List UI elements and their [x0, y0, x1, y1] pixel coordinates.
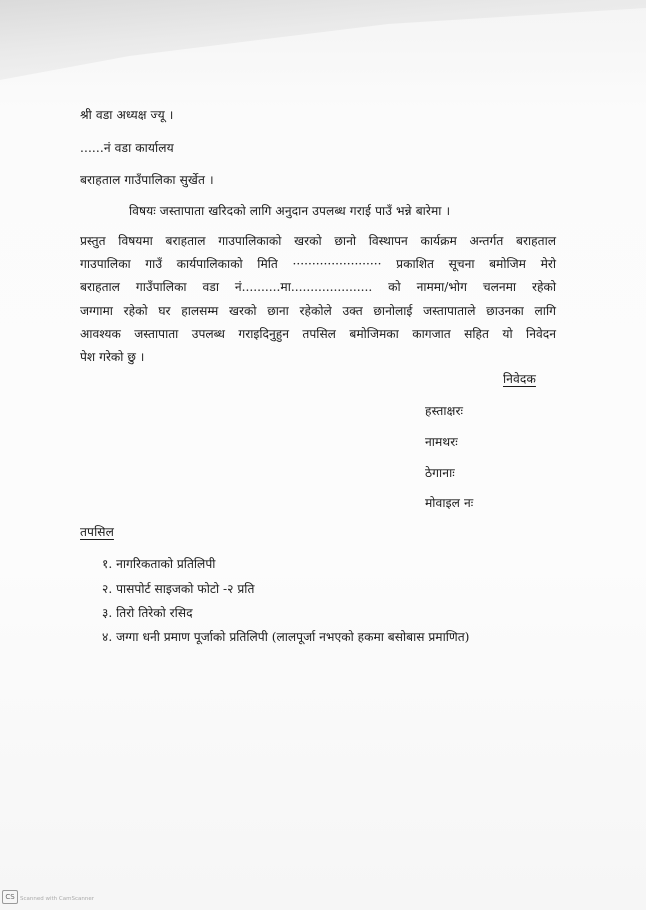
municipality-line: बराहताल गाउँपालिका सुर्खेत ।	[80, 173, 214, 187]
signature-label: हस्ताक्षरः	[425, 404, 464, 418]
body-line: गाउपालिका गाउँ कार्यपालिकाको मिति ······················· प्रकाशित सूचना बमोजिम मेरो	[80, 257, 556, 272]
scanner-watermark: Scanned with CamScanner	[20, 896, 94, 902]
subject-line: विषयः जस्तापाता खरिदको लागि अनुदान उपलब्ध गराई पाउँ भन्ने बारेमा ।	[129, 204, 451, 218]
body-line: पेश गरेको छु ।	[80, 350, 145, 365]
body-line: प्रस्तुत विषयमा बराहताल गाउपालिकाको खरको छानो विस्थापन कार्यक्रम अन्तर्गत बराहताल	[80, 234, 556, 248]
body-line: आवश्यक जस्तापाता उपलब्ध गराइदिनुहुन तपसिल बमोजिमका कागजात सहित यो निवेदन	[80, 326, 556, 341]
name-label: नामथरः	[425, 435, 458, 449]
body-line: बराहताल गाउँपालिका वडा नं..........मा..................... को नाममा/भोग चलनमा रहेको	[80, 280, 556, 295]
body-line: जग्गामा रहेको घर हालसम्म खरको छाना रहेकोले उक्त छानोलाई जस्तापाताले छाउनका लागि	[80, 303, 556, 318]
mobile-label: मोवाइल नः	[425, 496, 474, 510]
addressee: श्री वडा अध्यक्ष ज्यू ।	[80, 108, 174, 122]
paper-fold-shadow	[0, 0, 646, 80]
camscanner-logo: CS	[2, 890, 18, 904]
office-line: ......नं वडा कार्यालय	[80, 141, 174, 155]
address-label: ठेगानाः	[425, 466, 455, 480]
list-item: २. पासपोर्ट साइजको फोटो -२ प्रति	[102, 582, 255, 596]
applicant-heading: निवेदक	[503, 372, 536, 386]
attachments-heading: तपसिल	[80, 525, 114, 539]
list-item: ३. तिरो तिरेको रसिद	[102, 606, 193, 620]
list-item: १. नागरिकताको प्रतिलिपी	[102, 557, 216, 571]
body-paragraph	[80, 230, 556, 369]
list-item: ४. जग्गा धनी प्रमाण पूर्जाको प्रतिलिपी (लालपूर्जा नभएको हकमा बसोबास प्रमाणित)	[102, 630, 470, 644]
